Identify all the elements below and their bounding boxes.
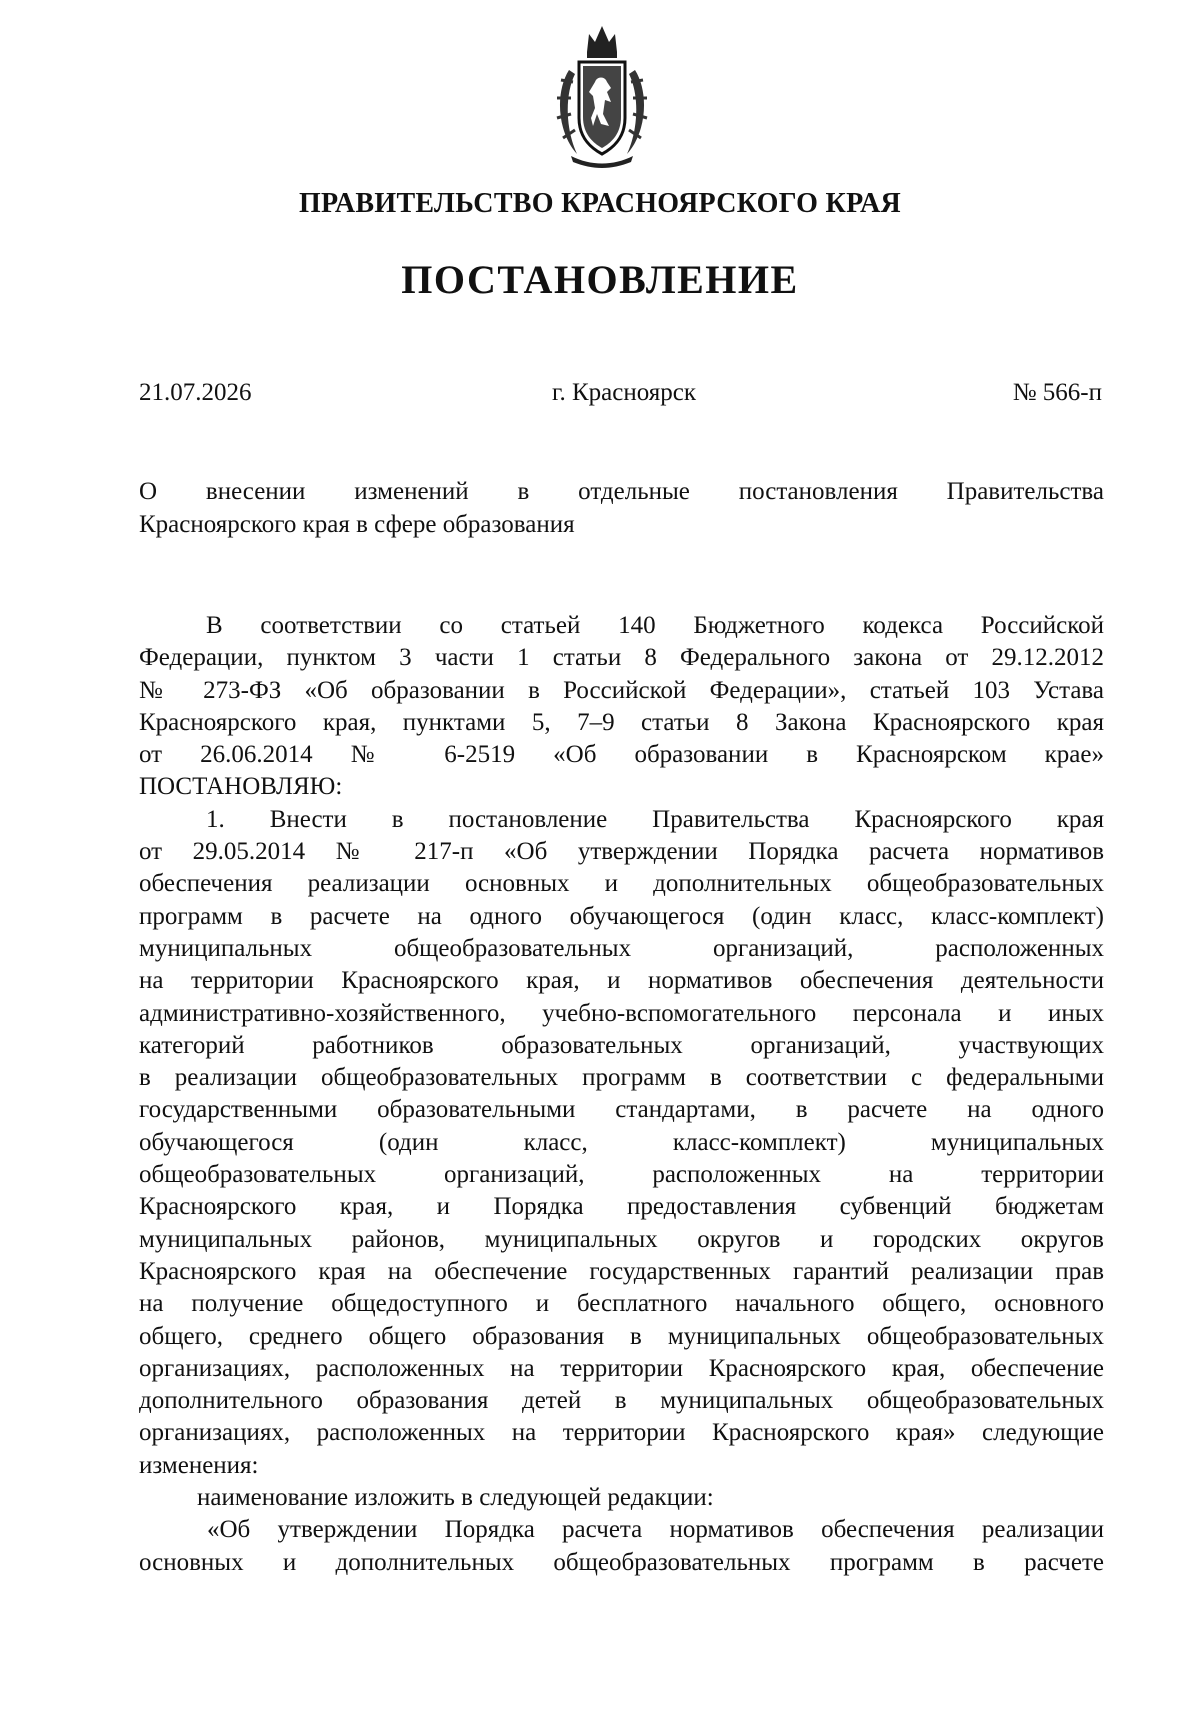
body-line: № 273-ФЗ «Об образовании в Российской Федерации», статьей 103 Устава [139,676,1104,704]
document-date: 21.07.2026 [139,379,252,406]
body-line: муниципальных общеобразовательных организаций, расположенных [139,934,1104,962]
subject-line: О внесении изменений в отдельные постановления Правительства [139,478,1104,505]
body-line: государственными образовательными стандартами, в расчете на одного [139,1096,1104,1124]
document-body [139,610,1104,1579]
body-line: «Об утверждении Порядка расчета нормативов обеспечения реализации [207,1516,1104,1544]
body-line: основных и дополнительных общеобразовательных программ в расчете [139,1548,1104,1576]
body-line: общеобразовательных организаций, расположенных на территории [139,1161,1104,1189]
body-line: программ в расчете на одного обучающегося (один класс, класс-комплект) [139,902,1104,930]
body-line: обеспечения реализации основных и дополнительных общеобразовательных [139,870,1104,898]
body-line: муниципальных районов, муниципальных округов и городских округов [139,1225,1104,1253]
body-line: 1. Внести в постановление Правительства Красноярского края [206,805,1104,833]
body-line: обучающегося (один класс, класс-комплект) муниципальных [139,1128,1104,1156]
body-line: Красноярского края на обеспечение государственных гарантий реализации прав [139,1257,1104,1285]
document-type-title: ПОСТАНОВЛЕНИЕ [401,257,799,302]
body-line: от 29.05.2014 № 217-п «Об утверждении Порядка расчета нормативов [139,838,1104,866]
organization-name: ПРАВИТЕЛЬСТВО КРАСНОЯРСКОГО КРАЯ [298,188,902,219]
body-line: Красноярского края, пунктами 5, 7–9 статьи 8 Закона Красноярского края [139,708,1104,736]
body-line: на территории Красноярского края, и нормативов обеспечения деятельности [139,967,1104,995]
coat-of-arms-emblem [551,22,653,170]
body-line: на получение общедоступного и бесплатного начального общего, основного [139,1290,1104,1318]
body-line: в реализации общеобразовательных программ в соответствии с федеральными [139,1064,1104,1092]
document-subject [139,475,1104,541]
body-line: организациях, расположенных на территории Красноярского края, обеспечение [139,1354,1104,1382]
body-line: ПОСТАНОВЛЯЮ: [139,773,343,801]
body-line: изменения: [139,1451,259,1479]
document-number: № 566-п [1012,379,1102,406]
body-line: общего, среднего общего образования в муниципальных общеобразовательных [139,1322,1104,1350]
document-city: г. Красноярск [552,379,696,406]
body-line: В соответствии со статьей 140 Бюджетного кодекса Российской [206,612,1104,639]
body-line: категорий работников образовательных организаций, участвующих [139,1031,1104,1059]
body-line: административно-хозяйственного, учебно-вспомогательного персонала и иных [139,999,1104,1027]
body-line: дополнительного образования детей в муниципальных общеобразовательных [139,1387,1104,1415]
body-line: Красноярского края, и Порядка предоставления субвенций бюджетам [139,1193,1104,1221]
body-line: наименование изложить в следующей редакции: [197,1484,714,1512]
body-line: Федерации, пунктом 3 части 1 статьи 8 Федерального закона от 29.12.2012 [139,644,1104,672]
body-line: от 26.06.2014 № 6-2519 «Об образовании в Красноярском крае» [139,741,1104,769]
body-line: организациях, расположенных на территории Красноярского края» следующие [139,1419,1104,1447]
subject-line: Красноярского края в сфере образования [139,511,575,538]
